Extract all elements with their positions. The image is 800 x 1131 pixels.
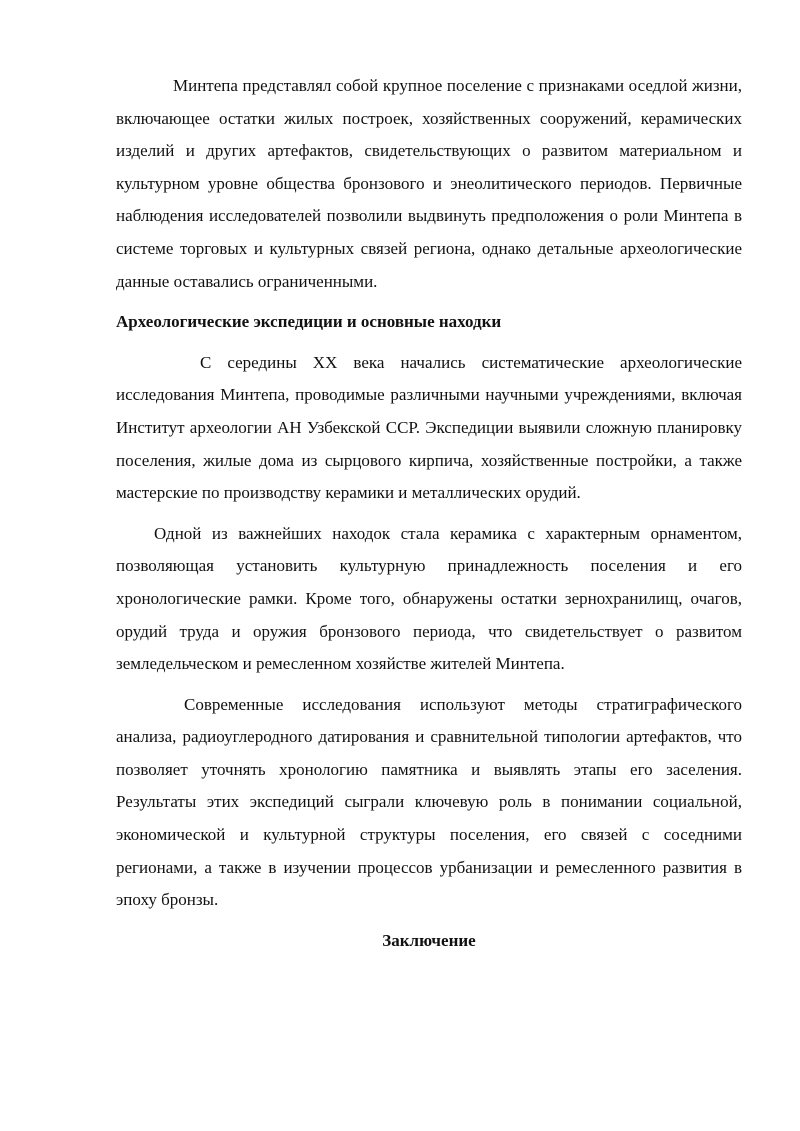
paragraph-expeditions: С середины XX века начались систематические археологические исследования Минтепа, проводимые различными научными учреждениями, включая Институт археологии АН Узбекской ССР. Экспедиции выявили сложную планировку поселения, жилые дома из сырцового кирпича, хозяйственные постройки, а также мастерские по производству керамики и металлических орудий.: [116, 352, 742, 503]
paragraph-modern-research: Современные исследования используют методы стратиграфического анализа, радиоуглеродного датирования и сравнительной типологии артефактов, что позволяет уточнять хронологию памятника и выявлять этапы его заселения. Результаты этих экспедиций сыграли ключевую роль в понимании социальной, экономической и культурной структуры поселения, его связей с соседними регионами, а также в изучении процессов урбанизации и ремесленного развития в эпоху бронзы.: [116, 694, 742, 910]
paragraph-findings: Одной из важнейших находок стала керамика с характерным орнаментом, позволяющая установить культурную принадлежность поселения и его хронологические рамки. Кроме того, обнаружены остатки зернохранилищ, очагов, орудий труда и оружия бронзового периода, что свидетельствует о развитом земледельческом и ремесленном хозяйстве жителей Минтепа.: [116, 523, 742, 674]
section-heading-expeditions: Археологические экспедиции и основные находки: [116, 312, 502, 332]
section-heading-conclusion: Заключение: [382, 930, 476, 950]
paragraph-intro: Минтепа представлял собой крупное поселение с признаками оседлой жизни, включающее остатки жилых построек, хозяйственных сооружений, керамических изделий и других артефактов, свидетельствующих о развитом материальном и культурном уровне общества бронзового и энеолитического периодов. Первичные наблюдения исследователей позволили выдвинуть предположения о роли Минтепа в системе торговых и культурных связей региона, однако детальные археологические данные оставались ограниченными.: [116, 76, 742, 291]
document-body: [116, 70, 742, 957]
